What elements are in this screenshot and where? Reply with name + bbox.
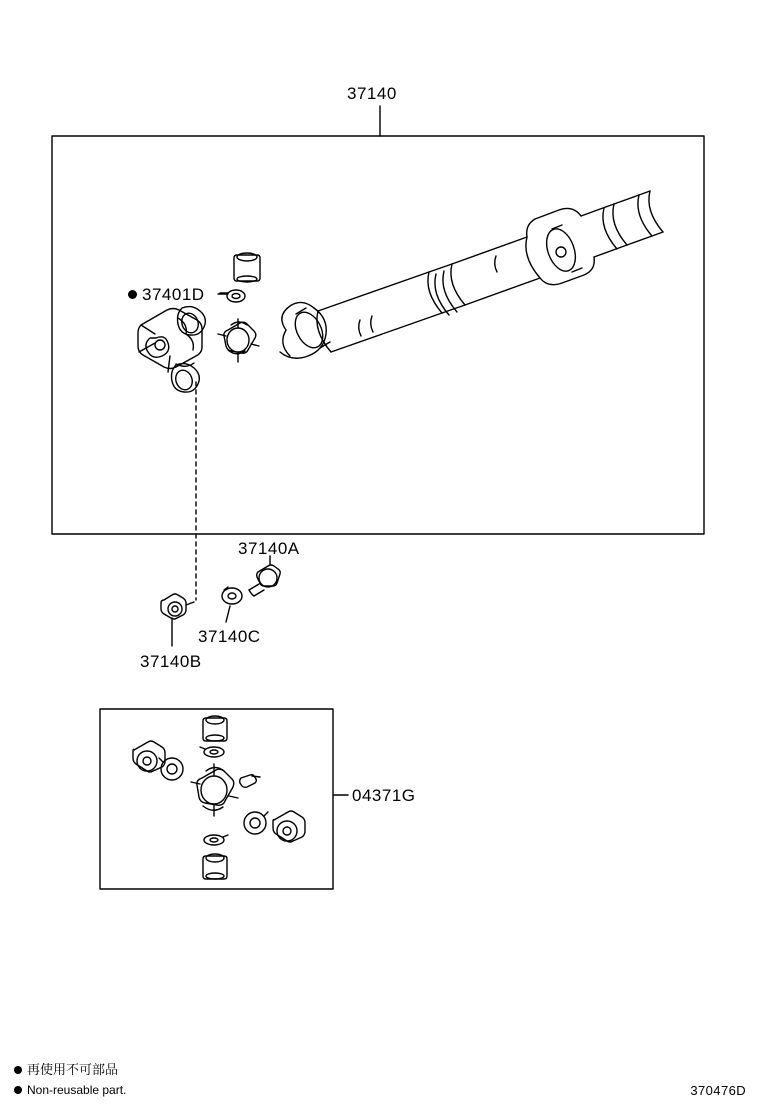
bearing-cup-top	[234, 253, 260, 282]
bolt-37140A	[249, 565, 280, 596]
legend-japanese	[14, 1063, 118, 1077]
legend-english-text: Non-reusable part.	[27, 1083, 127, 1097]
washer-37140C	[222, 587, 242, 604]
legend-japanese-text: 再使用不可部品	[27, 1062, 119, 1077]
label-37140: 37140	[347, 84, 397, 103]
spider-kit-contents	[133, 716, 305, 879]
label-37140B: 37140B	[140, 652, 202, 671]
nut-37140B	[161, 594, 194, 619]
spider-cross	[218, 319, 259, 362]
bullet-dot-icon	[14, 1086, 22, 1094]
label-37140C: 37140C	[198, 627, 261, 646]
label-04371G: 04371G	[352, 786, 416, 805]
label-37140A: 37140A	[238, 539, 300, 558]
legend-english	[14, 1083, 126, 1097]
leader-37140C	[226, 606, 230, 622]
label-37401D: 37401D	[128, 285, 205, 305]
flange-yoke	[138, 307, 205, 393]
snap-ring-37401D	[220, 290, 245, 302]
bullet-dot-icon	[14, 1066, 22, 1074]
propeller-shaft	[280, 191, 663, 358]
diagram-code: 370476D	[690, 1083, 746, 1098]
